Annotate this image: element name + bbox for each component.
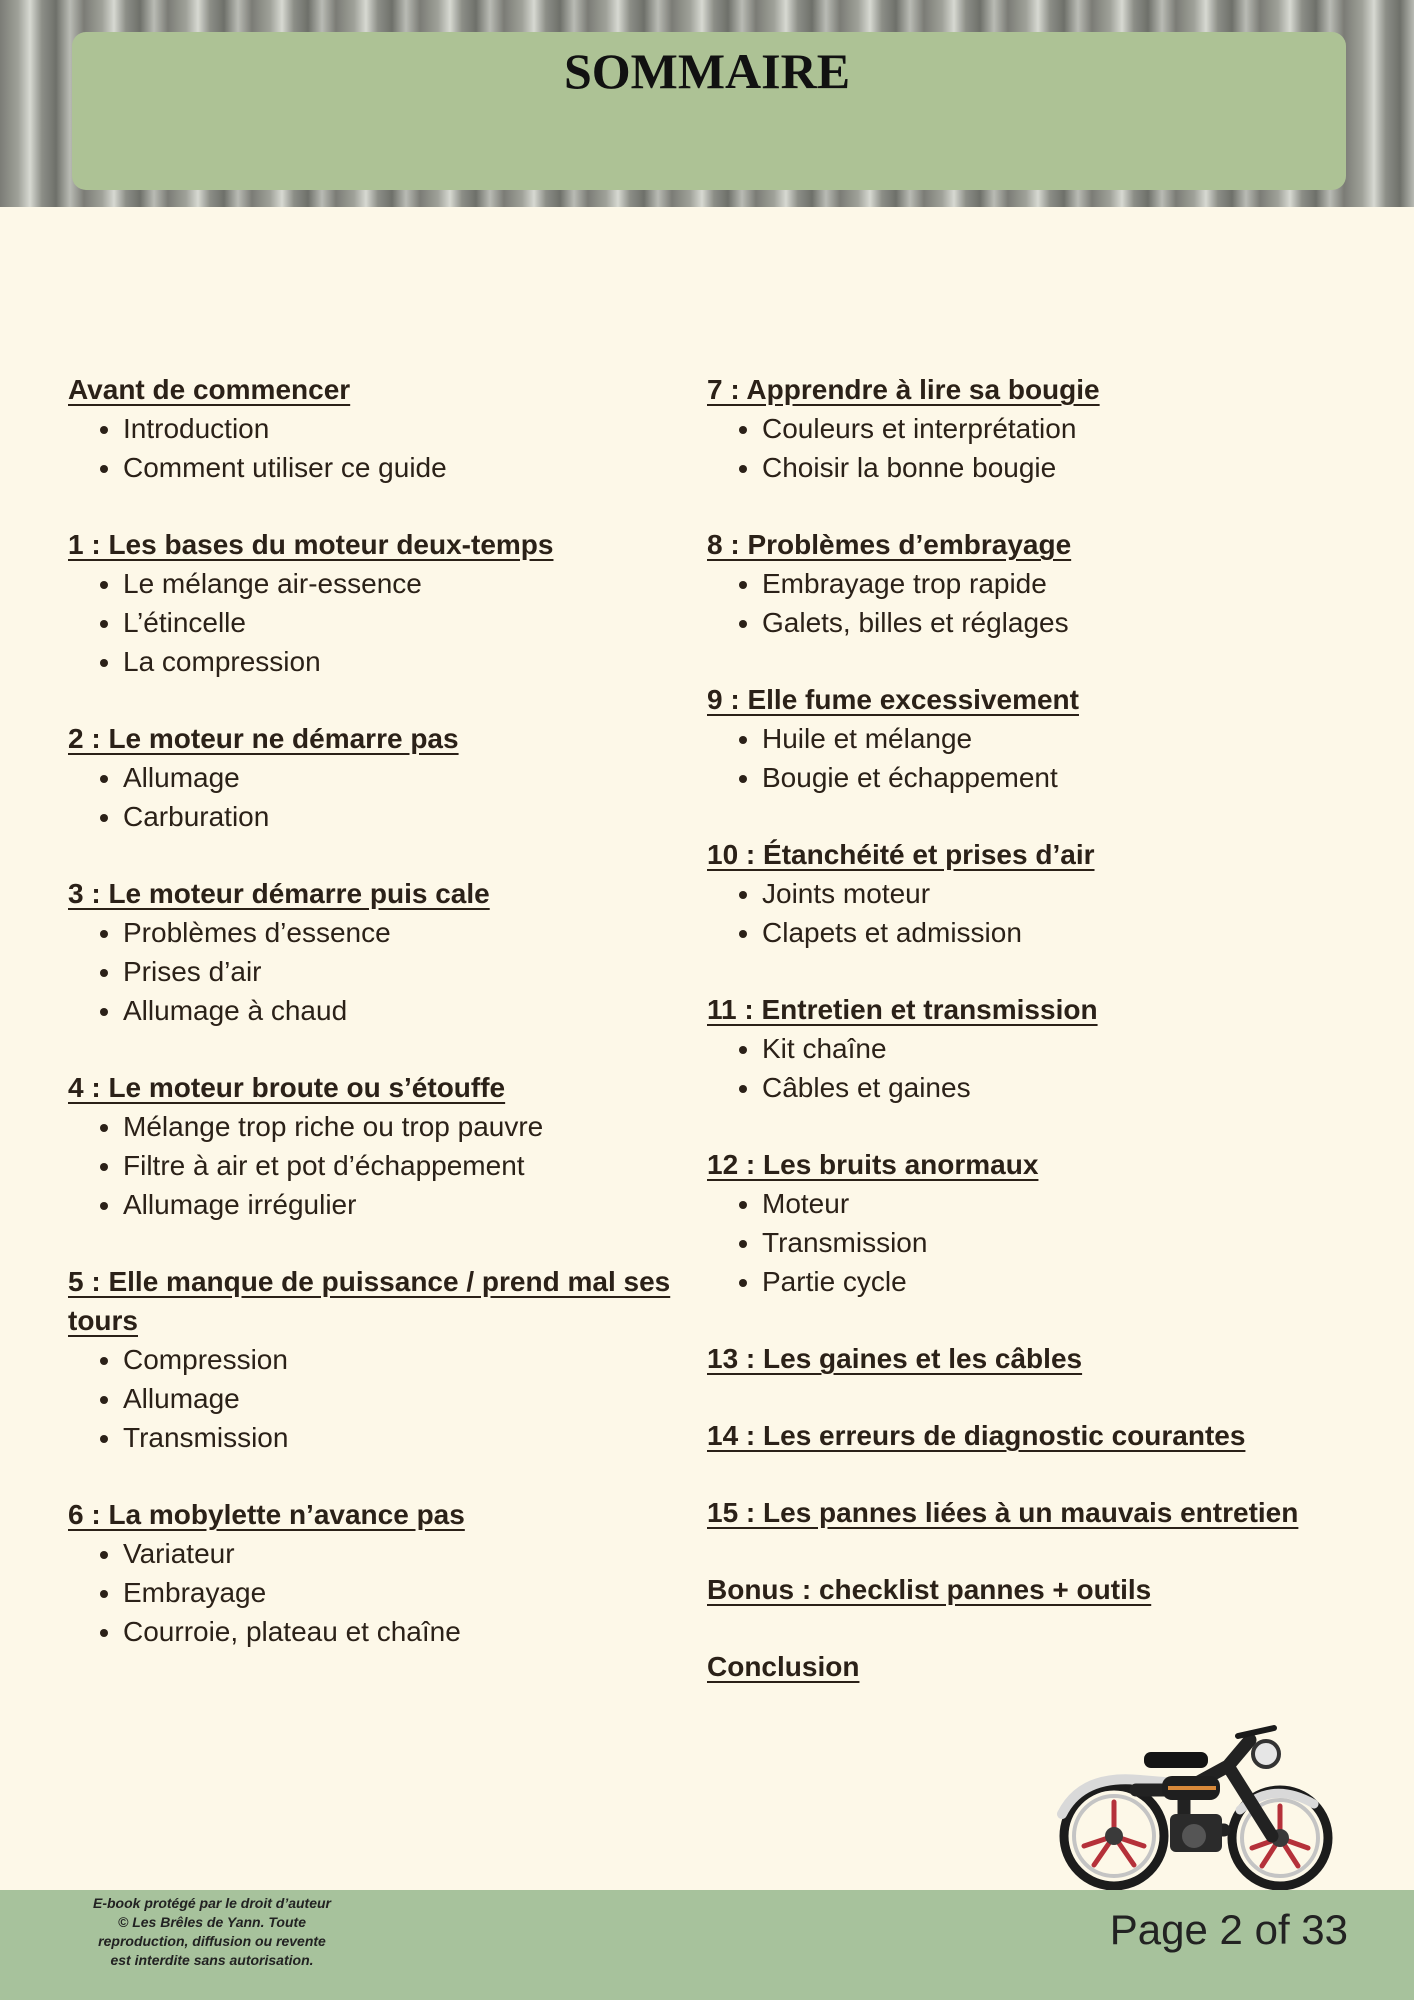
- toc-item: • L’étincelle: [123, 603, 688, 642]
- toc-left-column: [68, 370, 688, 1689]
- headlight: [1253, 1741, 1279, 1767]
- rear-wheel: [1064, 1786, 1164, 1886]
- toc-section: [707, 1493, 1347, 1532]
- toc-item: • Comment utiliser ce guide: [123, 448, 688, 487]
- toc-section-link[interactable]: 3 : Le moteur démarre puis cale: [68, 878, 490, 909]
- toc-item: • Galets, billes et réglages: [762, 603, 1347, 642]
- toc-section: [707, 1570, 1347, 1609]
- toc-section-link[interactable]: 15 : Les pannes liées à un mauvais entretien: [707, 1497, 1299, 1528]
- toc-item: • Allumage à chaud: [123, 991, 688, 1030]
- handlebar: [1238, 1728, 1274, 1736]
- toc-item: • Allumage: [123, 758, 688, 797]
- toc-item: • Allumage: [123, 1379, 688, 1418]
- toc-section: [68, 1262, 688, 1457]
- copyright-line: reproduction, diffusion ou revente: [98, 1933, 326, 1949]
- toc-item: • Le mélange air-essence: [123, 564, 688, 603]
- toc-item: • Transmission: [123, 1418, 688, 1457]
- toc-section-link[interactable]: 4 : Le moteur broute ou s’étouffe: [68, 1072, 506, 1103]
- toc-item: • Filtre à air et pot d’échappement: [123, 1146, 688, 1185]
- toc-section: [68, 525, 688, 681]
- copyright-line: E-book protégé par le droit d’auteur: [92, 1895, 332, 1911]
- toc-section: [707, 1647, 1347, 1686]
- toc-section-link[interactable]: 1 : Les bases du moteur deux-temps: [68, 529, 554, 560]
- toc-section-link[interactable]: 11 : Entretien et transmission: [707, 994, 1098, 1025]
- moped-illustration: [1052, 1718, 1342, 1890]
- toc-item: • Partie cycle: [762, 1262, 1347, 1301]
- toc-section: [707, 1339, 1347, 1378]
- toc-item: • Câbles et gaines: [762, 1068, 1347, 1107]
- toc-item: • Joints moteur: [762, 874, 1347, 913]
- toc-section-link[interactable]: Bonus : checklist pannes + outils: [707, 1574, 1152, 1605]
- toc-item: • Clapets et admission: [762, 913, 1347, 952]
- toc-section-link[interactable]: Conclusion: [707, 1651, 860, 1682]
- toc-section: [68, 874, 688, 1030]
- copyright-line: © Les Brêles de Yann. Toute: [118, 1914, 306, 1930]
- toc-item: • Couleurs et interprétation: [762, 409, 1347, 448]
- toc-item: • Huile et mélange: [762, 719, 1347, 758]
- toc-section: [68, 719, 688, 836]
- toc-item: • Introduction: [123, 409, 688, 448]
- seat: [1144, 1752, 1208, 1768]
- toc-section-link[interactable]: 9 : Elle fume excessivement: [707, 684, 1079, 715]
- toc-item: • Mélange trop riche ou trop pauvre: [123, 1107, 688, 1146]
- toc-item: • Moteur: [762, 1184, 1347, 1223]
- toc-section-link[interactable]: 2 : Le moteur ne démarre pas: [68, 723, 459, 754]
- copyright-notice: [62, 1894, 362, 1970]
- toc-section: [68, 1068, 688, 1224]
- toc-item: • La compression: [123, 642, 688, 681]
- pedal-crank: [1182, 1824, 1206, 1848]
- toc-section: [707, 835, 1347, 952]
- toc-item: • Variateur: [123, 1534, 688, 1573]
- toc-section-link[interactable]: 8 : Problèmes d’embrayage: [707, 529, 1072, 560]
- toc-section-link[interactable]: 13 : Les gaines et les câbles: [707, 1343, 1083, 1374]
- toc-section-link[interactable]: 12 : Les bruits anormaux: [707, 1149, 1039, 1180]
- toc-item: • Compression: [123, 1340, 688, 1379]
- toc-item: • Kit chaîne: [762, 1029, 1347, 1068]
- toc-section-link[interactable]: Avant de commencer: [68, 374, 351, 405]
- toc-section: [68, 370, 688, 487]
- toc-item: • Bougie et échappement: [762, 758, 1347, 797]
- toc-section: [707, 1145, 1347, 1301]
- copyright-line: est interdite sans autorisation.: [110, 1952, 314, 1968]
- toc-item: • Problèmes d’essence: [123, 913, 688, 952]
- toc-item: • Choisir la bonne bougie: [762, 448, 1347, 487]
- toc-section: [707, 1416, 1347, 1455]
- toc-section: [707, 990, 1347, 1107]
- toc-item: • Embrayage trop rapide: [762, 564, 1347, 603]
- page-title: SOMMAIRE: [563, 43, 851, 99]
- toc-section-link[interactable]: 14 : Les erreurs de diagnostic courantes: [707, 1420, 1246, 1451]
- toc-section: [707, 370, 1347, 487]
- toc-section-link[interactable]: 10 : Étanchéité et prises d’air: [707, 839, 1095, 870]
- toc-section: [707, 525, 1347, 642]
- toc-item: • Transmission: [762, 1223, 1347, 1262]
- page-number: Page 2 of 33: [1109, 1906, 1348, 1953]
- toc-item: • Allumage irrégulier: [123, 1185, 688, 1224]
- toc-section: [68, 1495, 688, 1651]
- toc-section-link[interactable]: 6 : La mobylette n’avance pas: [68, 1499, 465, 1530]
- toc-item: • Embrayage: [123, 1573, 688, 1612]
- toc-item: • Prises d’air: [123, 952, 688, 991]
- toc-right-column: [707, 370, 1347, 1724]
- toc-item: • Carburation: [123, 797, 688, 836]
- toc-item: • Courroie, plateau et chaîne: [123, 1612, 688, 1651]
- toc-section-link[interactable]: 7 : Apprendre à lire sa bougie: [707, 374, 1100, 405]
- toc-section: [707, 680, 1347, 797]
- toc-section-link[interactable]: 5 : Elle manque de puissance / prend mal ses tours: [68, 1266, 671, 1336]
